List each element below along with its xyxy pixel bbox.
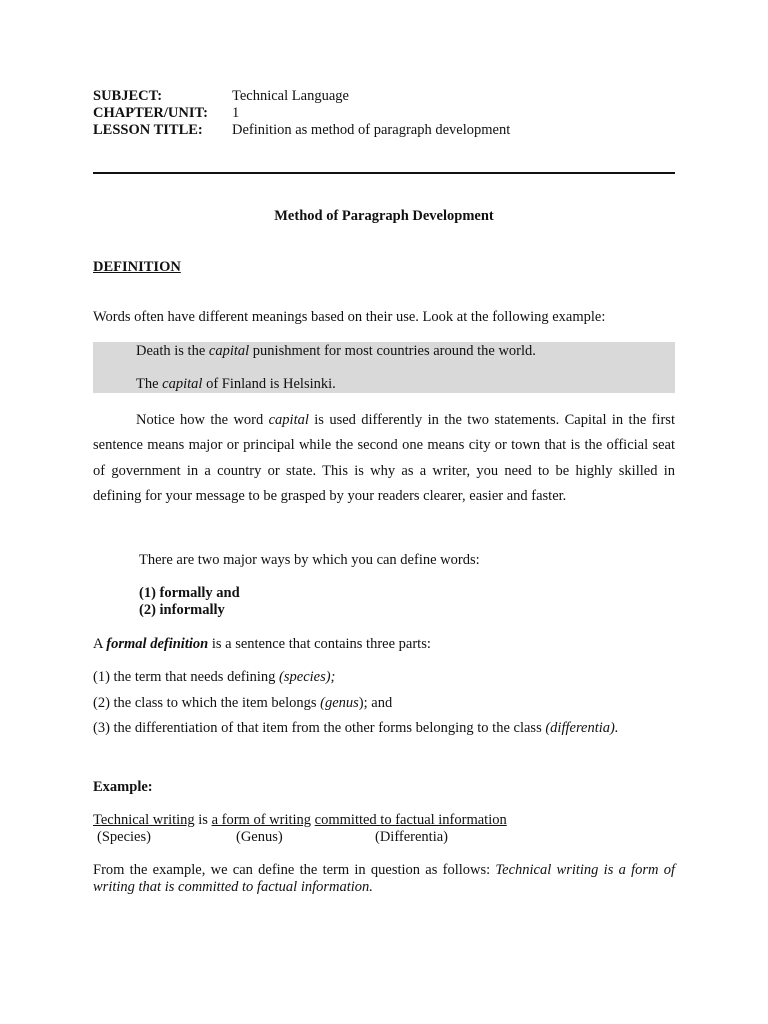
chapter-value: 1 [232, 105, 240, 121]
section-heading: DEFINITION [93, 259, 181, 275]
subject-label: SUBJECT: [93, 88, 163, 104]
genus-label: (Genus) [236, 829, 283, 845]
example-sentence: Technical writing is a form of writing committed to factual information [93, 812, 507, 828]
formal-definition-line: A formal definition is a sentence that contains three parts: [93, 636, 431, 652]
part-item: (3) the differentiation of that item from the other forms belonging to the class (differentia). [93, 720, 619, 736]
notice-paragraph: Notice how the word capital is used differently in the two statements. Capital in the first sentence means major or principal while the second one means city or town that is the official seat of government in a country or state. This is why as a writer, you need to be highly skilled in defining for your message to be grasped by your readers clearer, easier and faster. [93, 412, 675, 504]
ways-item: (1) formally and [139, 585, 240, 601]
example-sentence-2: The capital of Finland is Helsinki. [136, 376, 336, 392]
example-sentence-1: Death is the capital punishment for most countries around the world. [136, 343, 536, 359]
document-title: Method of Paragraph Development [274, 208, 494, 224]
chapter-label: CHAPTER/UNIT: [93, 105, 208, 121]
part-item: (1) the term that needs defining (species); [93, 669, 336, 685]
part-item: (2) the class to which the item belongs (genus); and [93, 695, 393, 711]
example-box [93, 342, 675, 393]
subject-value: Technical Language [232, 88, 349, 104]
example-heading: Example: [93, 779, 153, 795]
conclusion-paragraph: From the example, we can define the term in question as follows: Technical writing is a form of writing that is committed to factual information. [93, 862, 675, 895]
lesson-label: LESSON TITLE: [93, 122, 203, 138]
species-label: (Species) [97, 829, 151, 845]
lesson-value: Definition as method of paragraph development [232, 122, 511, 138]
ways-intro: There are two major ways by which you can define words: [139, 552, 480, 568]
header-divider [93, 172, 675, 174]
differentia-label: (Differentia) [375, 829, 448, 845]
ways-item: (2) informally [139, 602, 225, 618]
intro-paragraph: Words often have different meanings based on their use. Look at the following example: [93, 309, 606, 325]
